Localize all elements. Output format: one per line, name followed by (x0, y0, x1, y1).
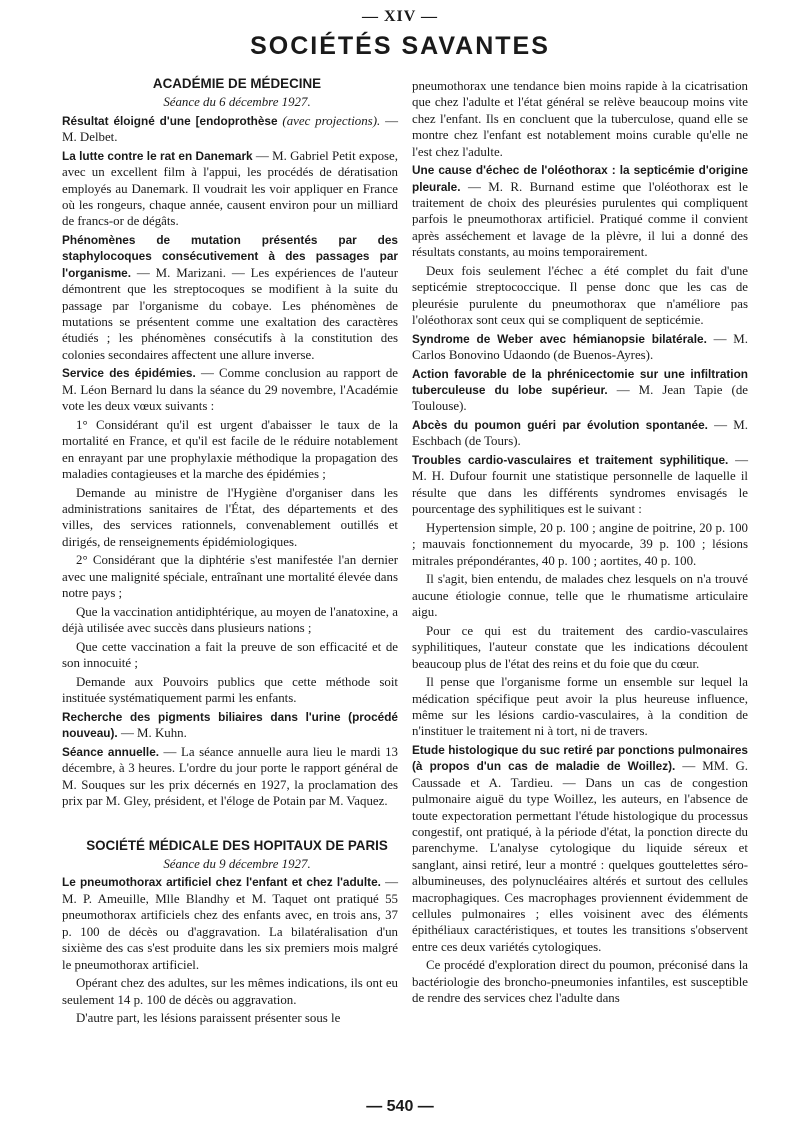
paragraph (62, 113, 398, 146)
page-header: SOCIÉTÉS SAVANTES (250, 32, 550, 60)
item-text: — M. Delbet. (62, 113, 398, 145)
paragraph: Demande aux Pouvoirs publics que cette méthode soit instituée systématiquement parmi les enfants. (62, 674, 398, 706)
left-column (62, 76, 398, 1029)
paragraph (62, 365, 398, 414)
paragraph (412, 162, 748, 260)
item-text: — Comme conclusion au rapport de M. Léon Bernard lu dans la séance du 29 novembre, l'Académie vote les deux vœux suivants : (62, 366, 399, 414)
item-text: — M. P. Ameuille, Mlle Blandhy et M. Taquet ont pratiqué 55 pneumothorax artificiels chez des enfants avec, en trois ans, 37 p. 100 de décès ou d'aggravation. La bilatéralisation d'un sixième des cas s'est produite dans les six premiers mois malgré le pneumothorax artificiel. (62, 875, 398, 972)
item-title: Phénomènes de mutation présentés par des staphylocoques consécutivement à des passages par l'organisme. (62, 233, 398, 280)
paragraph: Hypertension simple, 20 p. 100 ; angine de poitrine, 20 p. 100 ; mauvais fonctionnement du myocarde, 39 p. 100 ; lésions mitrales prépondérantes, 40 p. 100 ; aortites, 40 p. 100. (412, 520, 748, 568)
item-title: Recherche des pigments biliaires dans l'urine (procédé nouveau). (62, 709, 398, 741)
section-spacer (62, 812, 398, 838)
paragraph: Pour ce qui est du traitement des cardio-vasculaires syphilitiques, l'auteur constate que les indications découlent beaucoup plus de l'état des reins et du foie que du cœur. (412, 623, 748, 671)
item-title: Le pneumothorax artificiel chez l'enfant et chez l'adulte. (62, 875, 381, 890)
paragraph (412, 452, 748, 518)
item-title: Une cause d'échec de l'oléothorax : la septicémie d'origine pleurale. (412, 163, 748, 194)
item-title: Etude histologique du suc retiré par ponctions pulmonaires (à propos d'un cas de maladie de Woillez). (412, 742, 748, 774)
item-text: — M. Jean Tapie (de Toulouse). (412, 383, 748, 414)
paragraph: 2° Considérant que la diphtérie s'est manifestée l'an dernier avec une malignité spéciale, entraînant une mortalité élevée dans notre pays ; (62, 553, 398, 601)
item-title: Troubles cardio-vasculaires et traitement syphilitique. (412, 453, 729, 468)
paragraph: Demande au ministre de l'Hygiène d'organiser dans les administrations sanitaires de l'État, des départements et des villes, des services rationnels, convenablement outillés et dirigés, de renseignements épidémiologiques. (62, 485, 398, 549)
section-title-academie: ACADÉMIE DE MÉDECINE (152, 76, 322, 91)
paragraph: Deux fois seulement l'échec a été complet du fait d'une septicémie streptococcique. Il pense donc que les cas de pleurésie purulente du pneumothorax que n'améliore pas l'oléothorax sont ceux qui se compliquent de septicémie. (412, 263, 748, 328)
paragraph: D'autre part, les lésions paraissent présenter sous le (76, 1011, 341, 1026)
item-text: — M. Kuhn. (117, 726, 187, 741)
section-date-academie: Séance du 6 décembre 1927. (163, 95, 311, 110)
paragraph: Opérant chez des adultes, sur les mêmes indications, ils ont eu seulement 14 p. 100 de décès ou aggravation. (62, 976, 398, 1007)
item-title: Résultat éloigné d'une [endoprothèse (62, 113, 278, 128)
paragraph (412, 742, 748, 955)
item-text: — M. Gabriel Petit expose, avec un excellent film à l'appui, les procédés de dératisation employés au Danemark. Il voudrait les voir appliquer en France où les rongeurs, chaque année, causent environ pour un milliard de francs-or de dégâts. (62, 148, 399, 229)
paragraph: Que la vaccination antidiphtérique, au moyen de l'anatoxine, a déjà utilisée avec succès dans plusieurs nations ; (62, 604, 398, 636)
paragraph: Ce procédé d'exploration direct du poumon, préconisé dans la bactériologie des broncho-pneumonies infantiles, est susceptible de rendre des services chez l'adulte dans (412, 958, 748, 1006)
item-title: Syndrome de Weber avec hémianopsie bilatérale. (412, 331, 707, 346)
item-title: Abcès du poumon guéri par évolution spontanée. (412, 418, 708, 433)
item-text: — M. Eschbach (de Tours). (412, 418, 748, 449)
paragraph (62, 709, 398, 742)
section-date-sante: Séance du 9 décembre 1927. (163, 856, 311, 871)
item-title: Action favorable de la phrénicectomie sur une infiltration tuberculeuse du lobe supérieur. (412, 366, 748, 398)
paragraph: 1° Considérant qu'il est urgent d'abaisser le taux de la mortalité en France, et qu'il est facile de le réduire notablement en enrayant par une prophylaxie méthodique la propagation des maladies contagieuses et la marche des épidémies ; (62, 417, 398, 482)
page-number: — 540 — (366, 1098, 434, 1115)
paragraph: Que cette vaccination a fait la preuve de son efficacité et de son innocuité ; (62, 639, 398, 671)
item-text: — M. Marizani. — Les expériences de l'auteur démontrent que les streptocoques se modifient à la suite du passage par l'organisme du cobaye. Les phénomènes de mutations se présentent comme une exaltation des caractères étudiés ; les phénomènes consécutifs à la constitution des colonies secondaires affectent une allure inverse. (62, 265, 398, 362)
paragraph: Il s'agit, bien entendu, de malades chez lesquels on n'a trouvé aucune étiologie connue, telle que le rhumatisme articulaire aigu. (412, 572, 748, 620)
paragraph: pneumothorax une tendance bien moins rapide à la cicatrisation que chez l'adulte et l'état général se relève beaucoup moins vite chez l'enfant. Ils en concluent que la tuberculose, quand elle se montre chez l'enfant est notablement moins curable qu'elle ne l'est chez l'adulte. (412, 79, 748, 159)
paragraph (62, 148, 398, 230)
paragraph (412, 331, 748, 364)
item-note: (avec projections). (282, 113, 381, 128)
paragraph (412, 366, 748, 415)
paragraph (62, 744, 398, 810)
paragraph (62, 232, 398, 363)
paragraph: Il pense que l'organisme forme un ensemble sur lequel la médication spécifique peut avoir la plus heureuse influence, même sur les lésions cardio-vasculaires, à la condition de n'instituer le traitement ni à tort, ni de travers. (412, 675, 748, 739)
item-text: — MM. G. Caussade et A. Tardieu. — Dans un cas de congestion pulmonaire aiguë du type Woillez, les auteurs, en l'absence de toute expectoration permettant l'étude histologique du processus congestif, ont pratiqué, à la période d'état, la ponction directe du parenchyme. L'analyse cytologique du liquide séreux et sanglant, ainsi retiré, leur a montré : quelques gouttelettes séro-albumineuses, des polynucléaires altérés et surtout des cellules macrophagiques. Ces macrophages proviennent évidemment de cellules pulmonaires ; elles voisinent avec des éléments épithéliaux caractéristiques, et toutes les transitions s'observent entre ces deux variétés cytologiques. (412, 759, 748, 954)
item-title: Service des épidémies. (62, 366, 196, 381)
paragraph (62, 874, 398, 972)
right-column (412, 78, 748, 1009)
section-title-sante: SOCIÉTÉ MÉDICALE DES HOPITAUX DE PARIS (86, 837, 388, 853)
item-title: La lutte contre le rat en Danemark (62, 148, 253, 163)
item-text: — M. Carlos Bonovino Udaondo (de Buenos-Ayres). (412, 331, 748, 363)
folio-roman: — XIV — (361, 8, 439, 25)
paragraph (412, 417, 748, 450)
item-text: — M. R. Burnand estime que l'oléothorax est le traitement de choix des pleurésies purulentes qui compliquent parfois le pneumothorax artificiel. Pratiqué comme il convient après asséchement et lavage de la plèvre, il lui a donné des résultats constants, au moins temporairement. (412, 179, 748, 260)
item-text: — M. H. Dufour fournit une statistique personnelle de laquelle il résulte que dans les différents syndromes envisagés le pourcentage des syphilitiques est le suivant : (412, 453, 748, 517)
item-title: Séance annuelle. (62, 744, 160, 759)
item-text: — La séance annuelle aura lieu le mardi 13 décembre, à 3 heures. L'ordre du jour porte le rapport général de M. Souques sur les prix décernés en 1927, la proclamation des prix par M. Gley, président, et l'éloge de Potain par M. Vaquez. (62, 744, 398, 809)
